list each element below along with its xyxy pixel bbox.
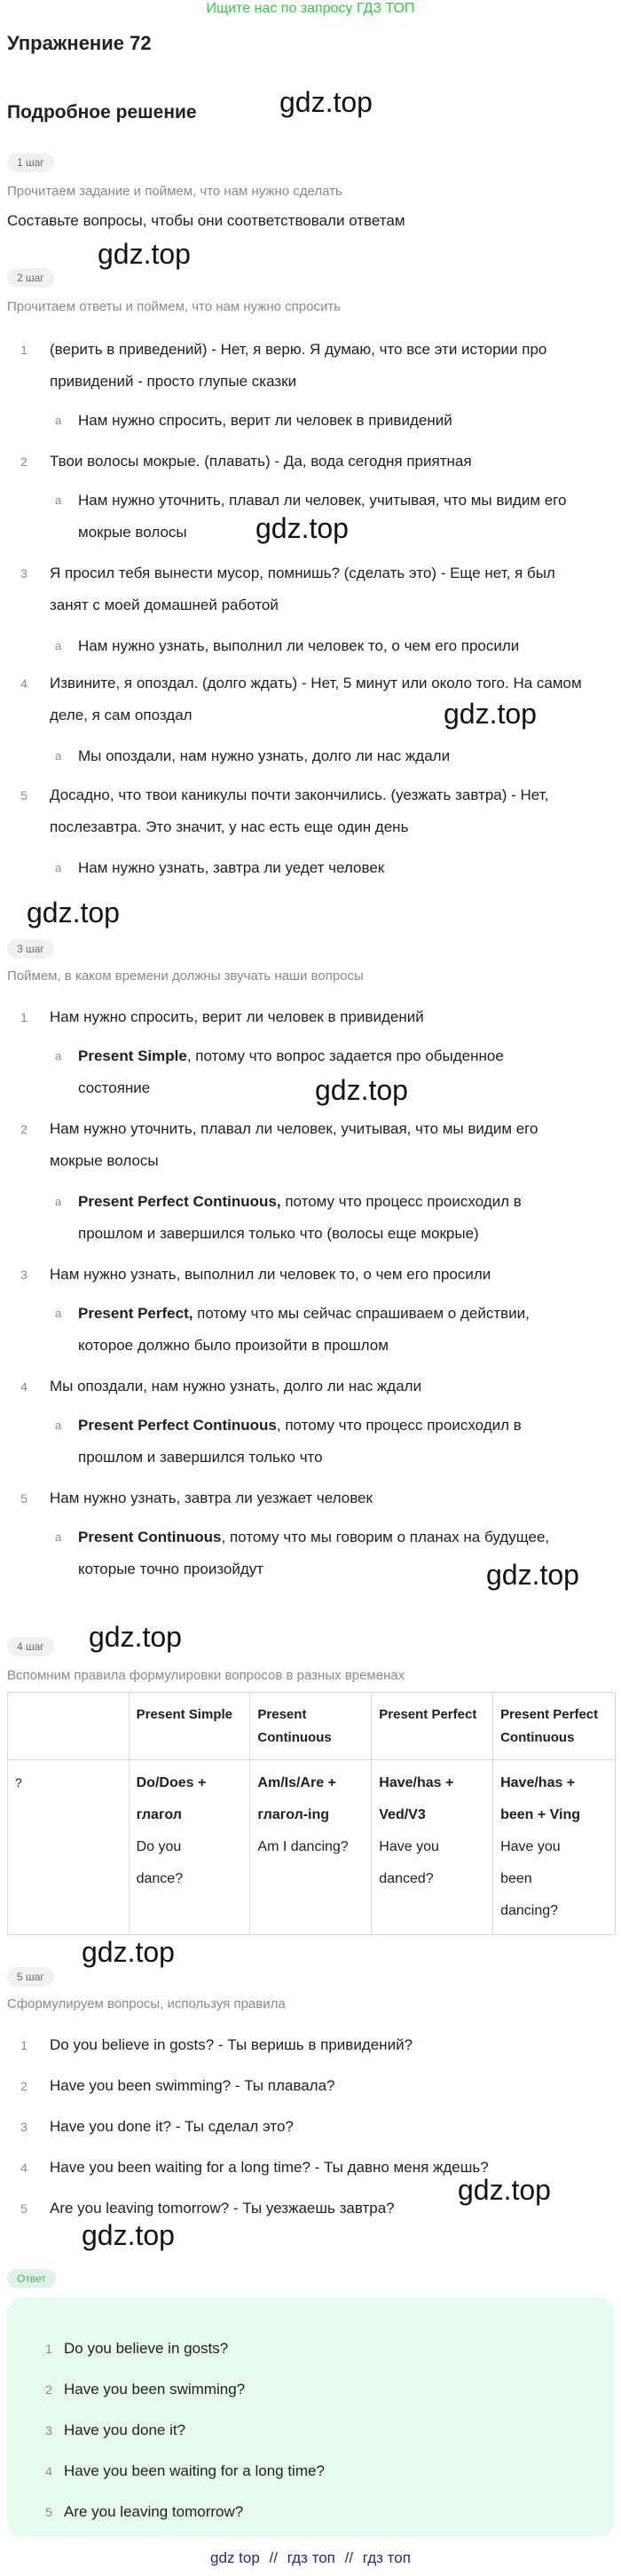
table-header-cell: Present Simple <box>129 1693 250 1760</box>
step-description: Вспомним правила формулировки вопросов в разных временах <box>7 1668 405 1683</box>
sub-list-item <box>55 405 605 437</box>
example-text: danced? <box>379 1871 434 1886</box>
sub-item-text: состояние <box>78 1079 151 1096</box>
list-item <box>18 1113 603 1177</box>
list-item <box>18 668 603 731</box>
tense-name: Present Perfect Continuous <box>78 1417 277 1434</box>
answer-text: Have you done it? <box>64 2422 186 2438</box>
list-number: 1 <box>20 2038 28 2052</box>
list-item <box>18 2193 603 2224</box>
tense-name: Present Continuous <box>78 1529 222 1545</box>
list-number: 3 <box>45 2423 52 2438</box>
item-text: Have you been waiting for a long time? - Ты давно меня ждешь? <box>50 2159 489 2176</box>
section-title: Подробное решение <box>7 102 197 122</box>
sub-item-text: Нам нужно узнать, выполнил ли человек то, о чем его просили <box>78 637 520 654</box>
bullet-marker: a <box>55 1307 62 1320</box>
list-item <box>18 2070 603 2102</box>
footer-link-gdz-top-ru-2[interactable]: гдз топ <box>362 2549 411 2566</box>
footer-link-gdz-top-ru[interactable]: гдз топ <box>287 2549 335 2566</box>
list-number: 4 <box>45 2464 52 2478</box>
tenses-table <box>7 1692 616 1935</box>
list-number: 5 <box>20 788 28 802</box>
footer-links <box>0 2549 621 2567</box>
bullet-marker: a <box>55 1049 62 1063</box>
sub-item-text: Нам нужно уточнить, плавал ли человек, учитывая, что мы видим его <box>78 492 567 509</box>
bullet-marker: a <box>55 1195 62 1208</box>
formula-text: Have/has + <box>500 1775 576 1790</box>
bullet-marker: a <box>55 861 62 874</box>
sub-item-text: Нам нужно спросить, верит ли человек в привидений <box>78 412 452 429</box>
list-number: 1 <box>20 1010 28 1024</box>
answer-item <box>43 2414 593 2446</box>
list-item <box>18 1259 603 1291</box>
sub-item-text: , потому что мы говорим о планах на будущее, <box>221 1529 550 1545</box>
tense-name: Present Perfect, <box>78 1305 193 1322</box>
list-item <box>18 2111 603 2143</box>
list-item <box>18 2029 603 2061</box>
example-text: dance? <box>136 1871 184 1886</box>
table-cell <box>493 1760 616 1935</box>
watermark: gdz.top <box>255 512 349 544</box>
list-number: 4 <box>20 1379 28 1394</box>
bullet-marker: a <box>55 749 62 763</box>
item-text: Нам нужно узнать, завтра ли уезжает человек <box>50 1489 373 1506</box>
sub-item-text: которые точно произойдут <box>78 1561 264 1577</box>
watermark: gdz.top <box>98 238 191 270</box>
answer-box <box>7 2297 614 2537</box>
table-header-cell <box>8 1693 130 1760</box>
answer-text: Have you been swimming? <box>64 2381 246 2398</box>
watermark: gdz.top <box>82 1936 175 1968</box>
bullet-marker: a <box>55 639 62 652</box>
answer-item <box>43 2455 593 2487</box>
list-number: 1 <box>45 2342 52 2356</box>
watermark: gdz.top <box>89 1621 182 1653</box>
item-text: Have you done it? - Ты сделал это? <box>50 2118 294 2135</box>
answer-badge: Ответ <box>7 2269 56 2288</box>
item-text: привидений - просто глупые сказки <box>50 373 297 390</box>
item-text: Досадно, что твои каникулы почти закончились. (уезжать завтра) - Нет, <box>50 786 549 803</box>
item-text: Нам нужно спросить, верит ли человек в привидений <box>50 1008 424 1025</box>
example-text: Have you <box>500 1839 561 1854</box>
tense-name: Present Perfect Continuous, <box>78 1193 281 1210</box>
footer-link-gdz-top[interactable]: gdz top <box>210 2549 260 2566</box>
list-number: 2 <box>20 2079 28 2093</box>
footer-separator: // <box>269 2549 278 2566</box>
answer-item <box>43 2374 593 2406</box>
item-text: Твои волосы мокрые. (плавать) - Да, вода сегодня приятная <box>50 453 472 470</box>
page-title: Упражнение 72 <box>7 32 152 54</box>
item-text: занят с моей домашней работой <box>50 597 279 613</box>
table-row <box>8 1760 616 1935</box>
sub-item-text: которое должно было произойти в прошлом <box>78 1337 389 1354</box>
step-badge: 1 шаг <box>7 153 54 172</box>
example-text: dancing? <box>500 1903 559 1918</box>
step-description: Прочитаем задание и поймем, что нам нужно сделать <box>7 184 342 199</box>
sub-list-item <box>55 485 605 549</box>
bullet-marker: a <box>55 1530 62 1544</box>
formula-text: Have/has + <box>379 1775 454 1790</box>
answer-text: Have you been waiting for a long time? <box>64 2462 325 2479</box>
sub-list-item <box>55 1186 605 1250</box>
item-text: послезавтра. Это значит, у нас есть еще один день <box>50 818 409 835</box>
list-number: 4 <box>20 676 28 691</box>
answer-text: Are you leaving tomorrow? <box>64 2503 244 2520</box>
sub-item-text: потому что мы сейчас спрашиваем о действии, <box>193 1305 530 1322</box>
formula-text: Am/Is/Are + <box>257 1775 336 1790</box>
list-item <box>18 334 603 398</box>
sub-list-item <box>55 1521 605 1585</box>
item-text: Are you leaving tomorrow? - Ты уезжаешь завтра? <box>50 2200 395 2216</box>
task-text: Составьте вопросы, чтобы они соответствовали ответам <box>7 212 405 229</box>
list-number: 4 <box>20 2161 28 2175</box>
table-header-row <box>8 1693 616 1760</box>
item-text: Have you been swimming? - Ты плавала? <box>50 2077 335 2094</box>
table-cell <box>129 1760 250 1935</box>
sub-list-item <box>55 1298 605 1362</box>
item-text: Do you believe in gosts? - Ты веришь в привидений? <box>50 2036 413 2053</box>
item-text: Мы опоздали, нам нужно узнать, долго ли нас ждали <box>50 1378 422 1395</box>
formula-text: глагол-ing <box>257 1807 330 1822</box>
example-text: Have you <box>379 1839 439 1854</box>
step-badge: 4 шаг <box>7 1637 54 1656</box>
tense-name: Present Simple <box>78 1047 187 1064</box>
answer-item <box>43 2333 593 2365</box>
watermark: gdz.top <box>458 2174 551 2206</box>
example-text: Do you <box>136 1839 182 1854</box>
item-text: Нам нужно уточнить, плавал ли человек, учитывая, что мы видим его <box>50 1120 538 1137</box>
formula-text: Ved/V3 <box>379 1807 426 1822</box>
item-text: Нам нужно узнать, выполнил ли человек то, о чем его просили <box>50 1266 491 1283</box>
list-number: 3 <box>20 566 28 581</box>
answer-text: Do you believe in gosts? <box>64 2340 229 2357</box>
watermark: gdz.top <box>27 897 120 928</box>
answer-item <box>43 2496 593 2528</box>
sub-list-item <box>55 1040 605 1104</box>
list-number: 1 <box>20 343 28 357</box>
step-description: Поймем, в каком времени должны звучать наши вопросы <box>7 968 364 984</box>
table-cell <box>372 1760 493 1935</box>
bullet-marker: a <box>55 494 62 507</box>
step-badge: 2 шаг <box>7 268 54 288</box>
list-item <box>18 2152 603 2184</box>
item-text: Я просил тебя вынести мусор, помнишь? (сделать это) - Еще нет, я был <box>50 565 555 581</box>
formula-text: been + Ving <box>500 1807 581 1822</box>
list-number: 2 <box>20 454 28 469</box>
list-number: 3 <box>20 1268 28 1282</box>
step-badge: 5 шаг <box>7 1967 54 1987</box>
step-description: Прочитаем ответы и поймем, что нам нужно спросить <box>7 299 342 314</box>
watermark: gdz.top <box>279 86 373 118</box>
sub-item-text: прошлом и завершился только что <box>78 1449 323 1466</box>
list-item <box>18 1371 603 1403</box>
sub-list-item <box>55 852 605 884</box>
footer-separator: // <box>344 2549 354 2566</box>
item-text: мокрые волосы <box>50 1152 159 1169</box>
sub-item-text: , потому что вопрос задается про обыденное <box>186 1047 504 1064</box>
item-text: (верить в приведений) - Нет, я верю. Я думаю, что все эти истории про <box>50 341 547 358</box>
list-number: 2 <box>20 1122 28 1136</box>
step-badge: 3 шаг <box>7 939 54 959</box>
sub-item-text: мокрые волосы <box>78 524 187 541</box>
bullet-marker: a <box>55 1418 62 1432</box>
sub-item-text: прошлом и завершился только что (волосы еще мокрые) <box>78 1225 479 1242</box>
list-number: 2 <box>45 2382 52 2397</box>
watermark: gdz.top <box>444 698 537 730</box>
list-number: 5 <box>20 2201 28 2216</box>
bullet-marker: a <box>55 414 62 427</box>
list-number: 5 <box>45 2505 52 2519</box>
sub-item-text: Нам нужно узнать, завтра ли уедет человек <box>78 859 385 876</box>
list-item <box>18 779 603 843</box>
table-cell <box>250 1760 372 1935</box>
sub-list-item <box>55 1410 605 1474</box>
example-text: Am I dancing? <box>257 1839 349 1854</box>
item-text: деле, я сам опоздал <box>50 707 193 723</box>
example-text: been <box>500 1871 532 1886</box>
top-banner: Ищите нас по запросу ГДЗ ТОП <box>206 1 415 16</box>
sub-item-text: потому что процесс происходил в <box>280 1193 522 1210</box>
list-item <box>18 557 603 621</box>
list-number: 5 <box>20 1491 28 1505</box>
watermark: gdz.top <box>315 1074 408 1106</box>
table-header-cell: Present Continuous <box>250 1693 372 1760</box>
sub-list-item <box>55 630 605 662</box>
formula-text: глагол <box>136 1807 182 1822</box>
step-description: Сформулируем вопросы, используя правила <box>7 1996 286 2011</box>
list-number: 3 <box>20 2120 28 2134</box>
sub-list-item <box>55 740 605 772</box>
table-header-cell: Present Perfect Continuous <box>493 1693 616 1760</box>
watermark: gdz.top <box>82 2219 175 2251</box>
item-text: Извините, я опоздал. (долго ждать) - Нет, 5 минут или около того. На самом <box>50 675 582 691</box>
table-header-cell: Present Perfect <box>372 1693 493 1760</box>
formula-text: Do/Does + <box>136 1775 207 1790</box>
sub-item-text: , потому что процесс происходил в <box>276 1417 522 1434</box>
list-item <box>18 1001 603 1033</box>
watermark: gdz.top <box>486 1559 579 1591</box>
list-item <box>18 1482 603 1514</box>
table-row-label: ? <box>8 1760 130 1935</box>
sub-item-text: Мы опоздали, нам нужно узнать, долго ли нас ждали <box>78 747 451 764</box>
list-item <box>18 446 603 478</box>
